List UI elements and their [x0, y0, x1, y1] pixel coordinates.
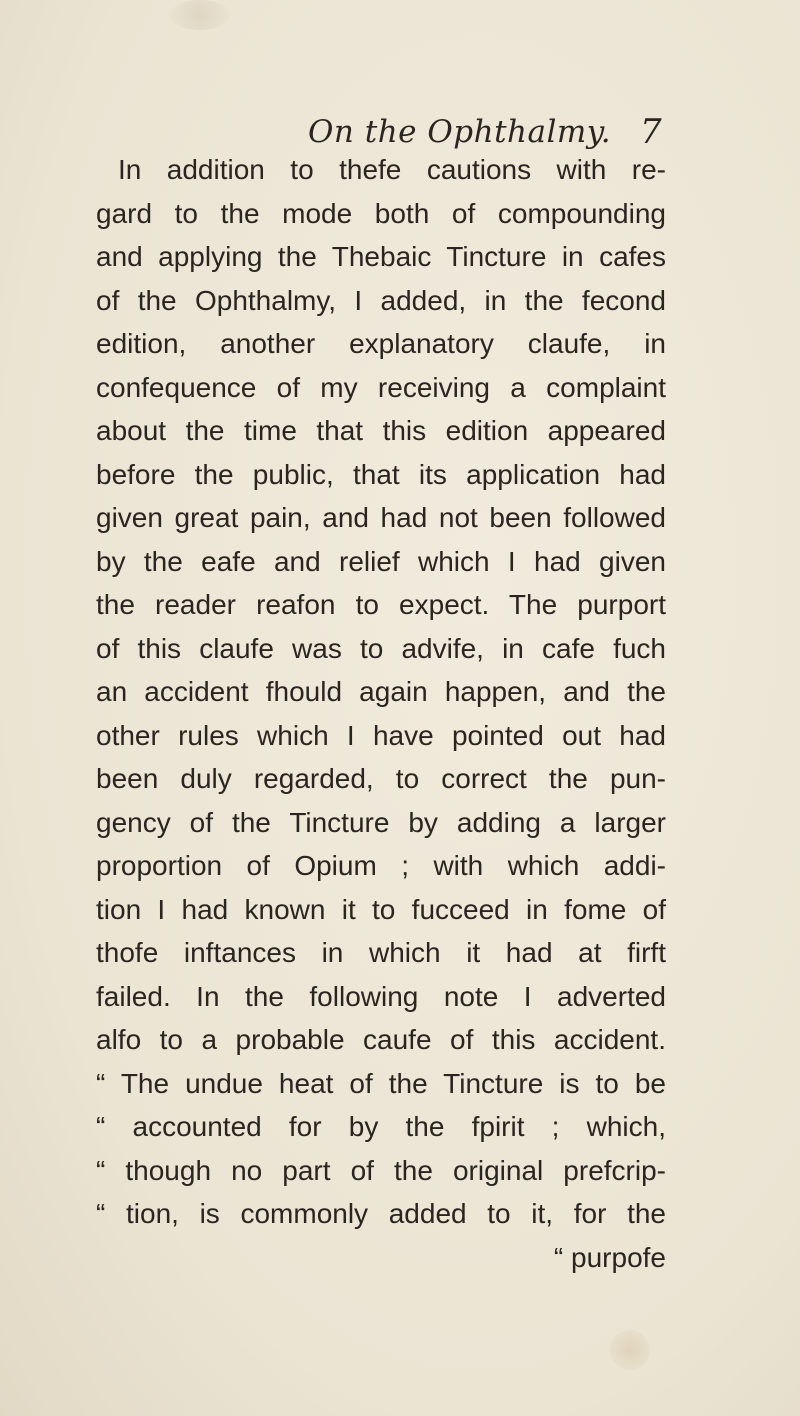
page-number: 7: [640, 112, 662, 152]
text-line: confequence of my receiving a complaint: [96, 371, 666, 403]
text-line: the reader reafon to expect. The purport: [96, 589, 666, 620]
text-line: gency of the Tincture by adding a larger: [96, 806, 666, 838]
text-line: thofe inftances in which it had at firft: [96, 937, 666, 968]
text-line: In addition to thefe cautions with re-: [118, 154, 666, 185]
running-title: On the Ophthalmy.: [308, 114, 612, 150]
text-line: failed. In the following note I adverted: [96, 980, 666, 1012]
paper-stain: [610, 1330, 650, 1370]
text-line: about the time that this edition appeared: [96, 415, 666, 446]
text-line: before the public, that its application had: [96, 458, 666, 490]
text-line: gard to the mode both of compounding: [96, 197, 666, 229]
text-line: been duly regarded, to correct the pun-: [96, 763, 666, 794]
text-line: by the eafe and relief which I had given: [96, 545, 666, 577]
quote-line: “ tion, is commonly added to it, for the: [96, 1198, 666, 1229]
text-line: given great pain, and had not been followed: [96, 502, 666, 533]
text-line: an accident fhould again happen, and the: [96, 676, 666, 707]
text-line: of this claufe was to advife, in cafe fuch: [96, 632, 666, 664]
quote-line: “ The undue heat of the Tincture is to be: [96, 1067, 666, 1099]
text-line: of the Ophthalmy, I added, in the fecond: [96, 284, 666, 316]
body-text: [96, 148, 666, 1279]
text-line: tion I had known it to fucceed in fome of: [96, 893, 666, 925]
catchword-line: “ purpofe: [553, 1241, 666, 1273]
quote-line: “ though no part of the original prefcrip-: [96, 1154, 666, 1186]
text-line: proportion of Opium ; with which addi-: [96, 850, 666, 881]
text-line: alfo to a probable caufe of this accident.: [96, 1024, 666, 1055]
text-line: and applying the Thebaic Tincture in cafes: [96, 241, 666, 272]
paper-stain: [170, 0, 230, 30]
text-line: other rules which I have pointed out had: [96, 719, 666, 751]
quote-line: “ accounted for by the fpirit ; which,: [96, 1111, 666, 1142]
text-line: edition, another explanatory claufe, in: [96, 328, 666, 359]
